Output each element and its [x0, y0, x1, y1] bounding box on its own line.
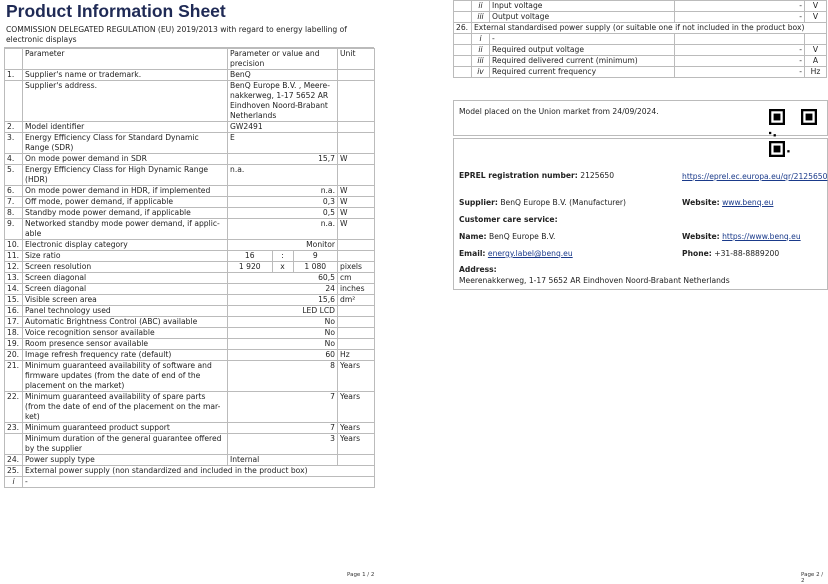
row-unit: Hz — [338, 350, 375, 361]
row-number: 20. — [5, 350, 23, 361]
row-label: Model identifier — [23, 122, 228, 133]
row-value: No — [228, 328, 338, 339]
sub-unit: A — [805, 56, 827, 67]
row-number: 11. — [5, 251, 23, 262]
row-number: 18. — [5, 328, 23, 339]
table-row — [454, 23, 827, 34]
info-table — [4, 48, 375, 488]
row-number: 25. — [5, 466, 23, 477]
row-number: 8. — [5, 208, 23, 219]
row-number: 12. — [5, 262, 23, 273]
row-number: 13. — [5, 273, 23, 284]
row-label: Energy Efficiency Class for High Dynamic Range (HDR) — [23, 165, 228, 186]
row-number: 16. — [5, 306, 23, 317]
table-row — [454, 45, 827, 56]
table-row — [5, 262, 375, 273]
row-number: 5. — [5, 165, 23, 186]
row-number: 22. — [5, 392, 23, 423]
row-unit — [338, 165, 375, 186]
row-unit: pixels — [338, 262, 375, 273]
row-label: Size ratio — [23, 251, 228, 262]
email-line: Email: energy.label@benq.eu — [459, 249, 573, 258]
sub-index: iii — [472, 56, 490, 67]
row-number: 24. — [5, 455, 23, 466]
table-row — [5, 477, 375, 488]
row-number: 2. — [5, 122, 23, 133]
row-value: BenQ — [228, 70, 338, 81]
table-row — [5, 434, 375, 455]
header-parameter: Parameter — [23, 49, 228, 70]
sub-value — [675, 34, 805, 45]
table-row — [454, 34, 827, 45]
table-row — [5, 339, 375, 350]
table-row — [5, 361, 375, 392]
row-number — [454, 34, 472, 45]
sub-index: iii — [472, 12, 490, 23]
table-row — [454, 1, 827, 12]
row-label: Supplier's name or trademark. — [23, 70, 228, 81]
row-number: 23. — [5, 423, 23, 434]
row-number: 15. — [5, 295, 23, 306]
eprel-reg: EPREL registration number: 2125650 — [459, 171, 615, 180]
sub-unit: V — [805, 1, 827, 12]
sub-unit: Hz — [805, 67, 827, 78]
table-row — [5, 219, 375, 240]
row-unit — [338, 133, 375, 154]
sub-value: - — [675, 12, 805, 23]
sub-label: Required output voltage — [490, 45, 675, 56]
row-value: n.a. — [228, 186, 338, 197]
row-unit: W — [338, 154, 375, 165]
row-label: External power supply (non standardized and included in the product box) — [23, 466, 375, 477]
row-number: 7. — [5, 197, 23, 208]
row-unit: cm — [338, 273, 375, 284]
table-row — [5, 455, 375, 466]
sub-label: Input voltage — [490, 1, 675, 12]
header-unit: Unit — [338, 49, 375, 70]
row-value: No — [228, 317, 338, 328]
row-number: 14. — [5, 284, 23, 295]
row-unit — [338, 81, 375, 122]
row-number — [454, 56, 472, 67]
row-label: Screen resolution — [23, 262, 228, 273]
row-label: Minimum guaranteed availability of software and firmware updates (from the date of end of the placement on the market) — [23, 361, 228, 392]
website-link[interactable]: www.benq.eu — [722, 198, 774, 207]
row-label: Visible screen area — [23, 295, 228, 306]
phone-line: Phone: +31-88-8889200 — [682, 249, 780, 258]
row-label: Power supply type — [23, 455, 228, 466]
row-number: 17. — [5, 317, 23, 328]
row-unit: Years — [338, 423, 375, 434]
row-unit: W — [338, 208, 375, 219]
sub-value: - — [23, 477, 375, 488]
table-row — [5, 328, 375, 339]
eprel-box — [453, 138, 828, 290]
sub-unit: V — [805, 45, 827, 56]
sub-index: ii — [472, 1, 490, 12]
row-value: 15,6 — [228, 295, 338, 306]
table-row — [5, 273, 375, 284]
row-value: Internal — [228, 455, 338, 466]
table-row — [5, 133, 375, 154]
table-row — [5, 392, 375, 423]
row-label: Minimum duration of the general guarantee offered by the supplier — [23, 434, 228, 455]
row-unit: W — [338, 219, 375, 240]
care-name-line: Name: BenQ Europe B.V. — [459, 232, 556, 241]
row-label: Minimum guaranteed product support — [23, 423, 228, 434]
row-number: 6. — [5, 186, 23, 197]
row-label: Off mode, power demand, if applicable — [23, 197, 228, 208]
row-value: 24 — [228, 284, 338, 295]
row-number: 26. — [454, 23, 472, 34]
row-number: 19. — [5, 339, 23, 350]
table-row — [5, 208, 375, 219]
address-label: Address: — [459, 265, 497, 274]
table-row — [454, 12, 827, 23]
row-number — [5, 81, 23, 122]
row-value: n.a. — [228, 165, 338, 186]
row-value: 3 — [228, 434, 338, 455]
table-row — [5, 251, 375, 262]
table-row — [5, 466, 375, 477]
address-value: Meerenakkerweg, 1-17 5652 AR Eindhoven Noord-Brabant Netherlands — [459, 276, 730, 285]
row-label: External standardised power supply (or suitable one if not included in the product box) — [472, 23, 827, 34]
table-header — [5, 49, 375, 70]
row-label: Image refresh frequency rate (default) — [23, 350, 228, 361]
sub-label: - — [490, 34, 675, 45]
table-row — [5, 165, 375, 186]
row-unit: Years — [338, 434, 375, 455]
sub-index: ii — [472, 45, 490, 56]
sub-label: Required current frequency — [490, 67, 675, 78]
page-footer-1: Page 1 / 2 — [347, 572, 375, 578]
row-label: Room presence sensor available — [23, 339, 228, 350]
row-value-pair — [228, 262, 338, 273]
supplier-line: Supplier: BenQ Europe B.V. (Manufacturer) — [459, 198, 626, 207]
row-number: 1. — [5, 70, 23, 81]
row-label: On mode power demand in SDR — [23, 154, 228, 165]
row-unit — [338, 455, 375, 466]
table-row — [5, 122, 375, 133]
row-number: 3. — [5, 133, 23, 154]
row-number — [454, 12, 472, 23]
table-row — [5, 284, 375, 295]
row-label: Panel technology used — [23, 306, 228, 317]
row-value: 60 — [228, 350, 338, 361]
row-unit — [338, 339, 375, 350]
table-row — [5, 295, 375, 306]
sub-value: - — [675, 67, 805, 78]
page-footer-2: Page 2 / 2 — [801, 572, 824, 584]
row-unit — [338, 328, 375, 339]
row-label: On mode power demand in HDR, if implemented — [23, 186, 228, 197]
website-line: Website: www.benq.eu — [682, 198, 774, 207]
row-value: 0,3 — [228, 197, 338, 208]
page-1 — [4, 0, 374, 488]
row-value: GW2491 — [228, 122, 338, 133]
row-unit — [338, 240, 375, 251]
row-label: Screen diagonal — [23, 284, 228, 295]
row-value: 7 — [228, 392, 338, 423]
row-label: Energy Efficiency Class for Standard Dynamic Range (SDR) — [23, 133, 228, 154]
email-link[interactable]: energy.label@benq.eu — [487, 249, 573, 258]
sub-value: - — [675, 1, 805, 12]
power-supply-table — [453, 0, 827, 78]
sub-value: - — [675, 56, 805, 67]
row-value-pair — [228, 251, 338, 262]
table-row — [5, 423, 375, 434]
row-value: 7 — [228, 423, 338, 434]
value-b: 1 080 — [304, 262, 327, 271]
row-number — [5, 434, 23, 455]
row-number: 10. — [5, 240, 23, 251]
row-number: 9. — [5, 219, 23, 240]
value-sep: x — [273, 262, 294, 272]
value-a: 1 920 — [228, 262, 273, 272]
row-label: Voice recognition sensor available — [23, 328, 228, 339]
sub-label: Output voltage — [490, 12, 675, 23]
value-b: 9 — [312, 251, 318, 260]
row-label: Automatic Brightness Control (ABC) available — [23, 317, 228, 328]
row-value: BenQ Europe B.V. , Meere-nakkerweg, 1-17 5652 AR Eindhoven Noord-Brabant Netherlands — [228, 81, 338, 122]
page-title: Product Information Sheet — [6, 1, 226, 21]
row-unit — [338, 251, 375, 262]
row-value: E — [228, 133, 338, 154]
row-value: 0,5 — [228, 208, 338, 219]
sub-label: Required delivered current (minimum) — [490, 56, 675, 67]
row-value: n.a. — [228, 219, 338, 240]
row-value: No — [228, 339, 338, 350]
row-unit: Years — [338, 392, 375, 423]
row-number: 21. — [5, 361, 23, 392]
row-unit — [338, 70, 375, 81]
row-label: Screen diagonal — [23, 273, 228, 284]
header-value: Parameter or value and precision — [228, 49, 338, 70]
model-placed-box — [453, 100, 828, 136]
row-unit — [338, 317, 375, 328]
row-unit: W — [338, 197, 375, 208]
sub-index: iv — [472, 67, 490, 78]
row-value: Monitor — [228, 240, 338, 251]
row-value: LED LCD — [228, 306, 338, 317]
table-row — [5, 197, 375, 208]
sub-index: i — [472, 34, 490, 45]
table-row — [5, 240, 375, 251]
row-unit: W — [338, 186, 375, 197]
regulation-text: COMMISSION DELEGATED REGULATION (EU) 2019/2013 with regard to energy labelling of electronic displays — [4, 22, 374, 48]
table-row — [5, 317, 375, 328]
table-row — [454, 56, 827, 67]
sub-unit — [805, 34, 827, 45]
table-row — [5, 350, 375, 361]
row-label: Minimum guaranteed availability of spare parts (from the date of end of the placement on the mar-ket) — [23, 392, 228, 423]
row-unit: dm² — [338, 295, 375, 306]
customer-care-heading: Customer care service: — [459, 215, 558, 224]
table-row — [5, 306, 375, 317]
row-number — [454, 67, 472, 78]
row-unit — [338, 306, 375, 317]
table-row — [5, 154, 375, 165]
row-value: 60,5 — [228, 273, 338, 284]
sub-unit: V — [805, 12, 827, 23]
row-label: Electronic display category — [23, 240, 228, 251]
row-label: Standby mode power demand, if applicable — [23, 208, 228, 219]
table-row — [5, 81, 375, 122]
eprel-reg-value: 2125650 — [580, 171, 615, 180]
care-website-line: Website: https://www.benq.eu — [682, 232, 801, 241]
page-2 — [453, 0, 826, 78]
sub-value: - — [675, 45, 805, 56]
model-placed-text: Model placed on the Union market from 24/09/2024. — [459, 107, 659, 116]
value-a: 16 — [228, 251, 273, 261]
row-unit: Years — [338, 361, 375, 392]
table-row — [454, 67, 827, 78]
table-row — [5, 70, 375, 81]
row-value: 8 — [228, 361, 338, 392]
eprel-url-link[interactable]: https://eprel.ec.europa.eu/qr/2125650 — [682, 172, 828, 181]
sub-index: i — [5, 477, 23, 488]
care-website-link[interactable]: https://www.benq.eu — [722, 232, 801, 241]
row-label: Supplier's address. — [23, 81, 228, 122]
row-value: 15,7 — [228, 154, 338, 165]
row-unit: inches — [338, 284, 375, 295]
row-number — [454, 45, 472, 56]
row-unit — [338, 122, 375, 133]
value-sep: : — [273, 251, 294, 261]
row-number: 4. — [5, 154, 23, 165]
row-number — [454, 1, 472, 12]
table-row — [5, 186, 375, 197]
row-label: Networked standby mode power demand, if applic-able — [23, 219, 228, 240]
